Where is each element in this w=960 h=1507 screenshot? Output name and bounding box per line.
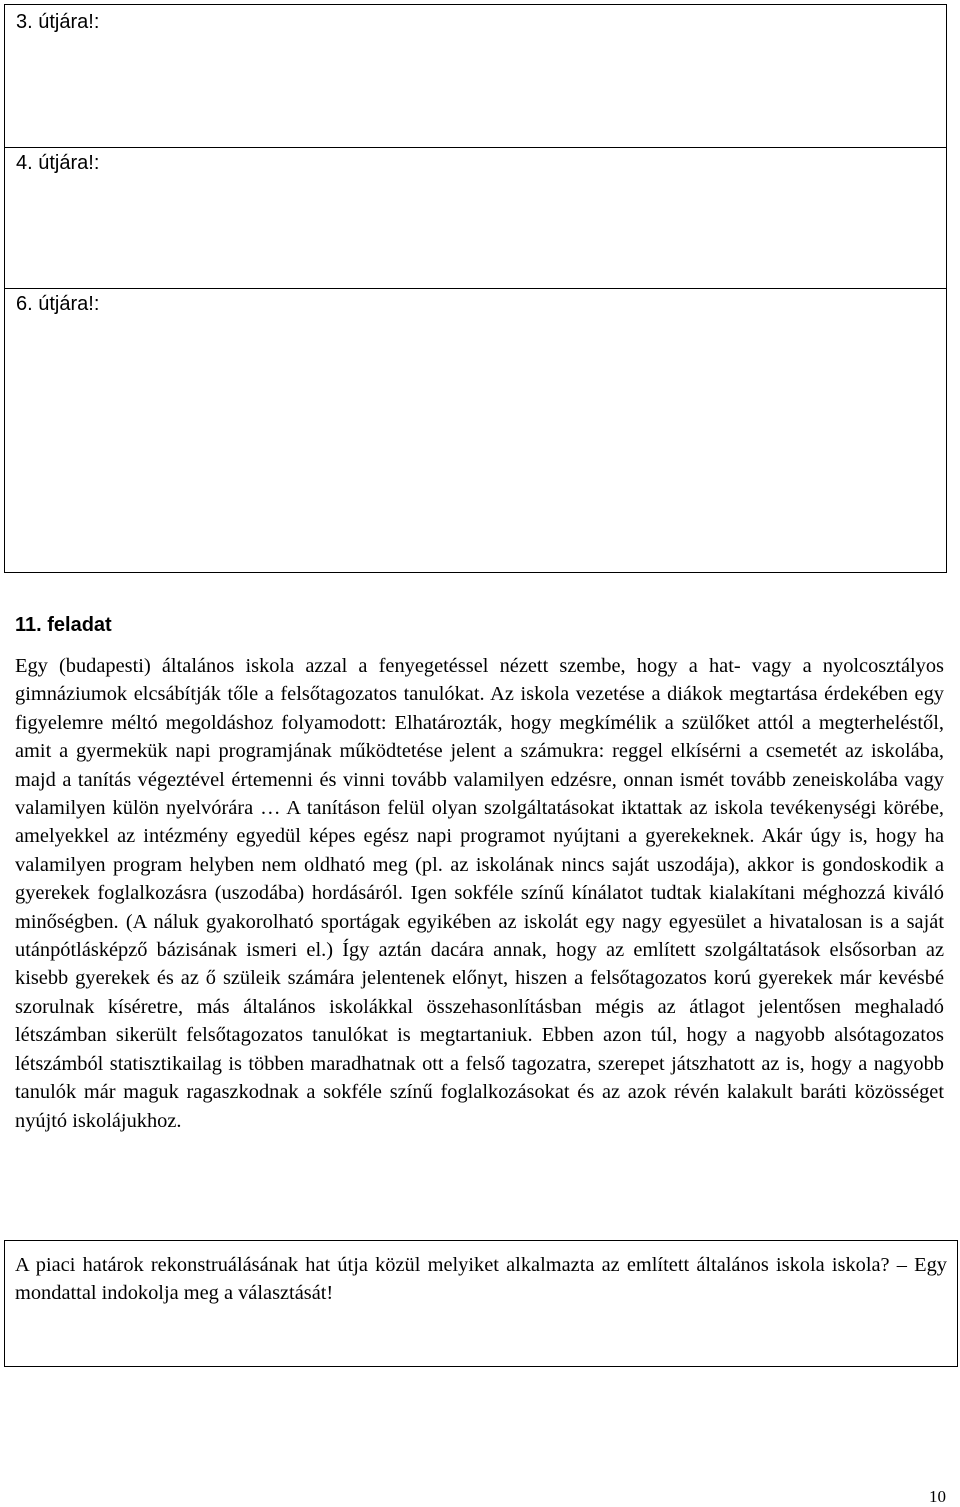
question-box <box>4 1240 958 1367</box>
task-text: Egy (budapesti) általános iskola azzal a fenyegetéssel nézett szembe, hogy a hat- vagy a nyolcosztályos gimnáziumok elcsábítják tőle a felsőtagozatos tanulókat. Az iskola vezetése a diákok megtartása érdekében egy figyelemre méltó megoldáshoz folyamodott: Elhatározták, hogy megkímélik a szülőket attól a megterheléstől, amit a gyermekük napi programjának működtetése jelent a számukra: reggel elkísérni a csemetét az iskolába, majd a tanítás végeztével értemenni és vinni tovább valamilyen edzésre, onnan ismét tovább zeneiskolába vagy valamilyen külön nyelvórára … A tanításon felül olyan szolgáltatásokat iktattak az iskola tevékenységi körébe, amelyekkel az intézmény egyedül képes egész napi programot nyújtani a gyerekeknek. Akár úgy is, hogy ha valamilyen program helyben nem oldható meg (pl. az iskolának nincs saját uszodája), akkor is gondoskodik a gyerekek foglalkozásra (uszodába) hordásáról. Igen sokféle színű kínálatot tudtak kialakítani méghozzá kiváló minőségben. (A náluk gyakorolható sportágak egyikében az iskolát egy nagy egyesület a hivatalosan is a saját utánpótlásképző bázisának ismeri el.) Így aztán dacára annak, hogy az említett szolgáltatások elsősorban az kisebb gyerekek és az ő szüleik számára jelentenek előnyt, hiszen a felsőtagozatos korú gyerekek már kevésbé szorulnak kíséretre, más általános iskolákkal összehasonlításban mégis az átlagot jelentősen meghaladó létszámban sikerült felsőtagozatos tanulókat is megtartaniuk. Ebben azon túl, hogy a nagyobb alsótagozatos létszámból statisztikailag is többen maradhatnak ott a felső tagozatra, szerepet játszhatott az is, hogy a nagyobb tanulók már maguk ragaszkodnak a sokféle színű foglalkozásokat és az azok révén kalakult baráti közösséget nyújtó iskolájukhoz. <box>15 655 944 1132</box>
answer-box-6 <box>4 287 947 573</box>
answer-box-4 <box>4 146 947 289</box>
answer-box-label: 4. útjára!: <box>16 152 100 174</box>
question-text: A piaci határok rekonstruálásának hat útja közül melyiket alkalmazta az említett általános iskola iskola? – Egy mondattal indokolja meg a választását! <box>15 1254 947 1305</box>
task-title: 11. feladat <box>15 614 112 636</box>
answer-box-label: 3. útjára!: <box>16 11 100 33</box>
answer-box-label: 6. útjára!: <box>16 293 100 315</box>
answer-box-3 <box>4 4 947 148</box>
page-number: 10 <box>929 1487 946 1506</box>
